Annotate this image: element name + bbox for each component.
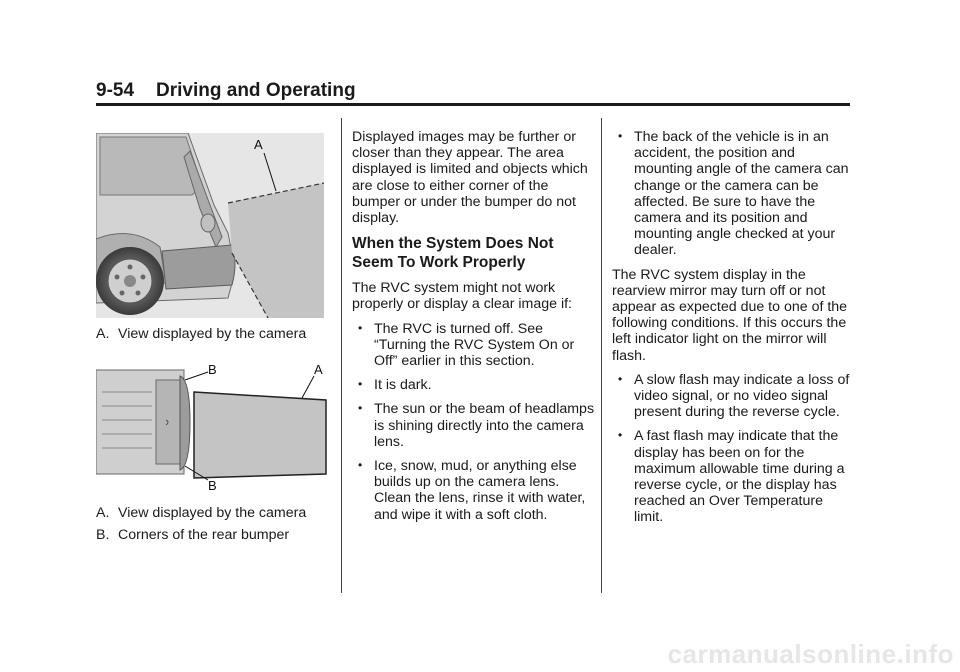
list-item: • The back of the vehicle is in an accident, the position and mounting angle of the camera can change or the camera can be affected. Be sure to have the camera and its position and mounting angle checked at your dealer.: [618, 129, 849, 259]
bumper-corners-figure: [96, 362, 332, 492]
list-item: • A fast flash may indicate that the display has been on for the maximum allowable time during a reverse cycle, or the display has reached an Over Temperature limit.: [618, 428, 845, 526]
figure2-caption-a: A. View displayed by the camera: [96, 505, 307, 521]
camera-view-area: [194, 392, 326, 478]
text-column-2: [352, 129, 596, 531]
figure1-caption: A. View displayed by the camera: [96, 326, 307, 342]
rear-bumper: [162, 245, 235, 289]
intro-paragraph: Displayed images may be further or closer than they appear. The area displayed is limited and objects which are close to either corner of the bumper or under the bumper do not display.: [352, 129, 588, 227]
header-rule: [96, 103, 850, 106]
column-divider: [601, 118, 602, 593]
column-divider: [341, 118, 342, 593]
list-item: • The RVC is turned off. See “Turning the RVC System On or Off” earlier in this section.: [358, 320, 575, 370]
callout-a-leader: [302, 376, 314, 398]
figure2-caption-b: B. Corners of the rear bumper: [96, 527, 290, 543]
lead-paragraph: The RVC system might not work properly or display a clear image if:: [352, 280, 573, 313]
indicator-paragraph: The RVC system display in the rearview mirror may turn off or not appear as expected due to one of the following conditions. If this occurs the left indicator light on the mirror will flash.: [612, 266, 848, 364]
page-header: [96, 80, 356, 102]
list-item: • The sun or the beam of headlamps is shining directly into the camera lens.: [358, 401, 595, 450]
callout-a-label: A: [314, 362, 323, 377]
list-item: • A slow flash may indicate a loss of video signal, or no video signal present during the reverse cycle.: [618, 371, 850, 421]
section-heading: When the System Does Not Seem To Work Properly: [352, 235, 554, 272]
callout-b-bottom-label: B: [208, 478, 217, 492]
page-number: 9-54: [96, 80, 135, 101]
wheel-hub: [124, 275, 136, 287]
list-item: • It is dark.: [358, 377, 432, 394]
camera-view-figure: [96, 133, 324, 318]
callout-b-top-leader: [185, 372, 208, 380]
side-marker: [201, 214, 215, 232]
section-title: Driving and Operating: [156, 80, 356, 101]
callout-b-top-label: B: [208, 362, 217, 377]
watermark: carmanualsonline.info: [667, 639, 954, 669]
rear-bumper-top: [180, 376, 190, 470]
text-column-3: [612, 129, 856, 534]
callout-a-label: A: [254, 137, 263, 152]
list-item: • Ice, snow, mud, or anything else builds up on the camera lens. Clean the lens, rinse it with water, and wipe it with a soft cloth.: [358, 458, 586, 523]
